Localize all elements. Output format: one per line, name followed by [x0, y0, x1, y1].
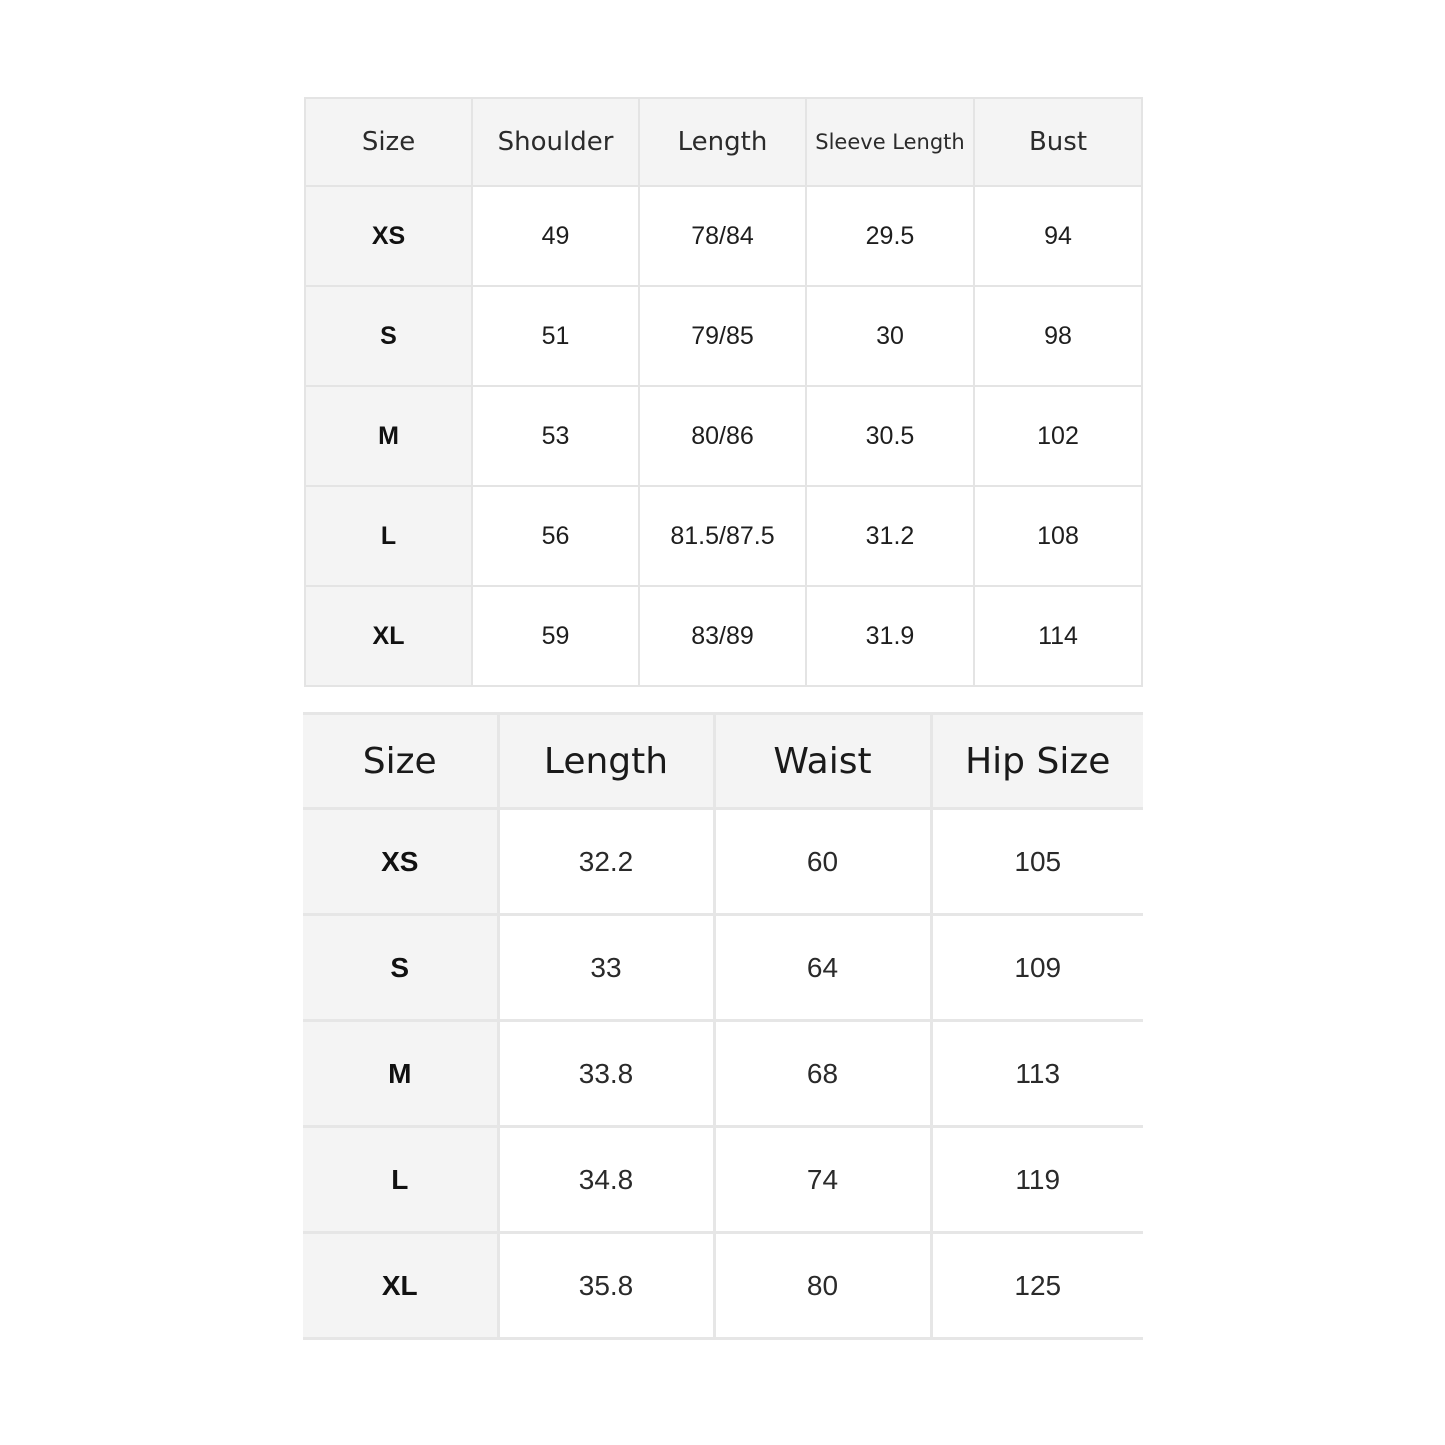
table-cell: 79/85 [639, 286, 806, 386]
table-cell: 33 [498, 915, 714, 1021]
table-header-row [303, 714, 1143, 809]
table-cell: 80 [714, 1233, 931, 1339]
table-cell: 64 [714, 915, 931, 1021]
tops-size-table [304, 97, 1143, 687]
table-cell: 109 [931, 915, 1143, 1021]
table-cell: 51 [472, 286, 639, 386]
size-label: L [303, 1127, 498, 1233]
table-row [303, 1127, 1143, 1233]
table-cell: 81.5/87.5 [639, 486, 806, 586]
header-bust: Bust [974, 98, 1142, 186]
header-shoulder: Shoulder [472, 98, 639, 186]
table-cell: 35.8 [498, 1233, 714, 1339]
table-cell: 53 [472, 386, 639, 486]
table-cell: 68 [714, 1021, 931, 1127]
header-length: Length [639, 98, 806, 186]
bottoms-size-table [303, 712, 1143, 1340]
size-label: XL [305, 586, 472, 686]
table-cell: 114 [974, 586, 1142, 686]
table-cell: 83/89 [639, 586, 806, 686]
size-label: XS [303, 809, 498, 915]
table-cell: 113 [931, 1021, 1143, 1127]
table-row [303, 809, 1143, 915]
table-cell: 108 [974, 486, 1142, 586]
table-cell: 59 [472, 586, 639, 686]
table-cell: 30.5 [806, 386, 974, 486]
table-cell: 78/84 [639, 186, 806, 286]
header-waist: Waist [714, 714, 931, 809]
size-label: S [303, 915, 498, 1021]
table-row [303, 1021, 1143, 1127]
table-cell: 98 [974, 286, 1142, 386]
table-cell: 102 [974, 386, 1142, 486]
table-row [303, 1233, 1143, 1339]
header-length: Length [498, 714, 714, 809]
size-label: S [305, 286, 472, 386]
header-size: Size [303, 714, 498, 809]
table-cell: 125 [931, 1233, 1143, 1339]
table-header-row [305, 98, 1142, 186]
table-cell: 119 [931, 1127, 1143, 1233]
table-cell: 30 [806, 286, 974, 386]
header-size: Size [305, 98, 472, 186]
table-row [303, 915, 1143, 1021]
table-cell: 29.5 [806, 186, 974, 286]
size-label: L [305, 486, 472, 586]
size-label: XL [303, 1233, 498, 1339]
size-label: M [305, 386, 472, 486]
table-row [305, 286, 1142, 386]
table-cell: 60 [714, 809, 931, 915]
size-label: M [303, 1021, 498, 1127]
table-cell: 94 [974, 186, 1142, 286]
table-row [305, 186, 1142, 286]
header-sleeve-length: Sleeve Length [806, 98, 974, 186]
table-cell: 31.9 [806, 586, 974, 686]
table-cell: 31.2 [806, 486, 974, 586]
header-hip-size: Hip Size [931, 714, 1143, 809]
table-cell: 49 [472, 186, 639, 286]
table-cell: 74 [714, 1127, 931, 1233]
table-cell: 56 [472, 486, 639, 586]
table-cell: 80/86 [639, 386, 806, 486]
table-row [305, 486, 1142, 586]
table-cell: 34.8 [498, 1127, 714, 1233]
table-cell: 33.8 [498, 1021, 714, 1127]
table-cell: 105 [931, 809, 1143, 915]
size-label: XS [305, 186, 472, 286]
table-row [305, 386, 1142, 486]
table-cell: 32.2 [498, 809, 714, 915]
table-row [305, 586, 1142, 686]
